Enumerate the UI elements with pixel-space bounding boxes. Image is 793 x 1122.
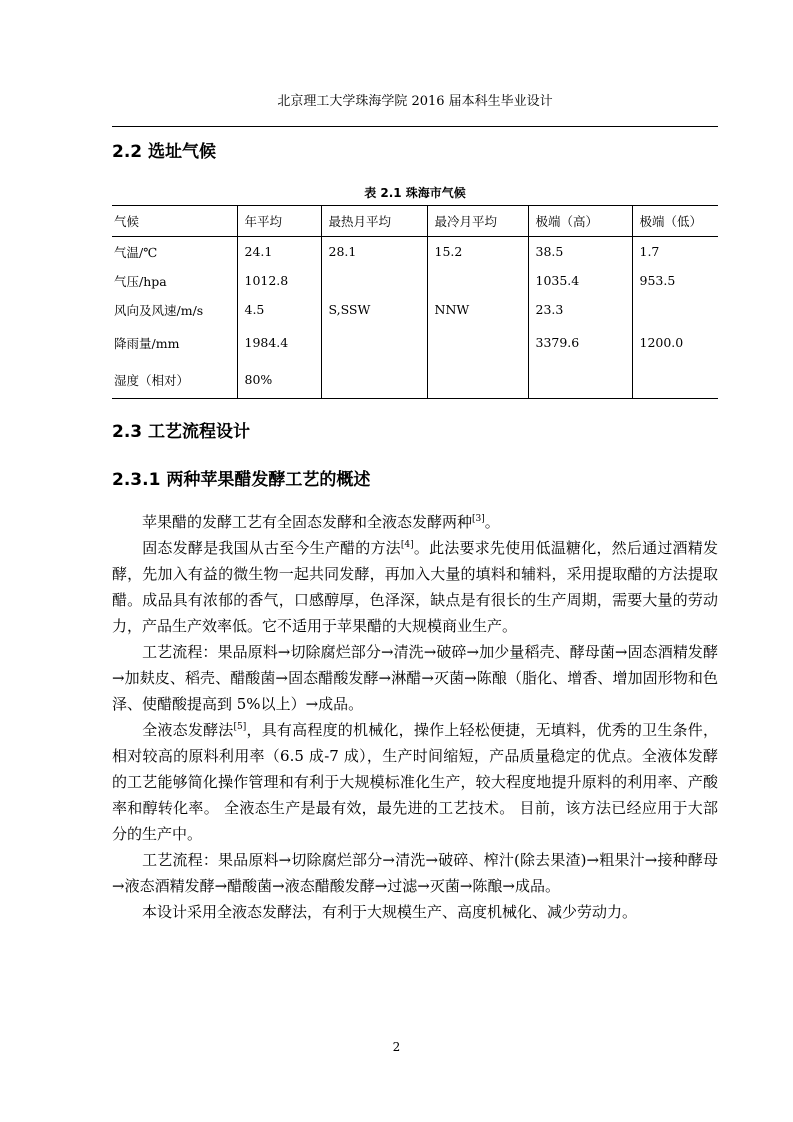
- table-header-row: [112, 206, 718, 237]
- table-cell: 湿度（相对）: [114, 372, 190, 388]
- paragraph-solid-process: [112, 639, 718, 717]
- citation-ref: [4]: [400, 540, 414, 550]
- paragraph-text: 。: [484, 513, 500, 531]
- table-cell: 1012.8: [237, 266, 321, 295]
- table-cell: 4.5: [237, 295, 321, 324]
- header-title: 北京理工大学珠海学院 2016 届本科生毕业设计: [277, 94, 553, 109]
- column-header: 最冷月平均: [427, 206, 528, 237]
- table-cell: [528, 361, 632, 399]
- table-row: [112, 237, 718, 267]
- table-row: [112, 324, 718, 361]
- table-cell: [427, 361, 528, 399]
- table-cell: 气温/℃: [114, 244, 158, 260]
- section-heading-2-3: 2.3 工艺流程设计: [112, 422, 251, 442]
- table-cell: 80%: [237, 361, 321, 399]
- paragraph-text: 工艺流程：果品原料→切除腐烂部分→清洗→破碎、榨汁(除去果渣)→粗果汁→接种酵母→液态酒精发酵→醋酸菌→液态醋酸发酵→过滤→灭菌→陈酿→成品。: [112, 851, 718, 895]
- citation-ref: [3]: [472, 514, 485, 524]
- column-header: 最热月平均: [321, 206, 427, 237]
- climate-table: [112, 205, 718, 399]
- table-cell: [321, 361, 427, 399]
- table-cell: 1035.4: [528, 266, 632, 295]
- paragraph-text: ，具有高程度的机械化，操作上轻松便捷，无填料，优秀的卫生条件，相对较高的原料利用率（6.5 成-7 成），生产时间缩短，产品质量稳定的优点。全液体发酵的工艺能够简化操作管理和有利于大规模标准化生产，较大程度地提升原料的利用率、产酸率和醇转化率。 全液态生产是最有效，最先进的工艺技术。 目前，该方法已经应用于大部分的生产中。: [112, 721, 718, 843]
- table-row: [112, 295, 718, 324]
- table-cell: 15.2: [427, 237, 528, 267]
- table-cell: 1.7: [632, 237, 718, 267]
- paragraph-conclusion: [112, 899, 718, 925]
- table-cell: 24.1: [237, 237, 321, 267]
- table-caption: 表 2.1 珠海市气候: [364, 186, 466, 200]
- paragraph-text: 本设计采用全液态发酵法，有利于大规模生产、高度机械化、减少劳动力。: [142, 903, 638, 921]
- table-cell: [632, 295, 718, 324]
- table-row: [112, 361, 718, 399]
- table-cell: 1200.0: [632, 324, 718, 361]
- paragraph-text: 苹果醋的发酵工艺有全固态发酵和全液态发酵两种: [142, 513, 473, 531]
- table-cell: [321, 324, 427, 361]
- table-cell: 气压/hpa: [114, 273, 167, 289]
- table-row: [112, 266, 718, 295]
- table-cell: 1984.4: [237, 324, 321, 361]
- paragraph-text: 固态发酵是我国从古至今生产醋的方法: [142, 539, 401, 557]
- column-header: 年平均: [237, 206, 321, 237]
- table-cell: 38.5: [528, 237, 632, 267]
- paragraph-text: 。此法要求先使用低温糖化，然后通过酒精发酵，先加入有益的微生物一起共同发酵，再加入大量的填料和辅料，采用提取醋的方法提取醋。成品具有浓郁的香气，口感醇厚，色泽深，缺点是有很长的生产周期，需要大量的劳动力，产品生产效率低。它不适用于苹果醋的大规模商业生产。: [112, 539, 718, 635]
- paragraph-intro: [112, 509, 718, 535]
- paragraph-text: 全液态发酵法: [142, 721, 234, 739]
- table-cell: 降雨量/mm: [114, 335, 180, 351]
- page-header: [112, 92, 718, 127]
- paragraph-text: 工艺流程：果品原料→切除腐烂部分→清洗→破碎→加少量稻壳、酵母菌→固态酒精发酵→加麸皮、稻壳、醋酸菌→固态醋酸发酵→淋醋→灭菌→陈酿（脂化、增香、增加固形物和色泽、使醋酸提高到 5%以上）→成品。: [112, 643, 718, 713]
- paragraph-liquid-process: [112, 847, 718, 899]
- table-cell: S,SSW: [321, 295, 427, 324]
- paragraph-liquid-fermentation: [112, 717, 718, 847]
- table-cell: [632, 361, 718, 399]
- section-heading-2-2: 2.2 选址气候: [112, 142, 217, 162]
- table-cell: [427, 266, 528, 295]
- citation-ref: [5]: [233, 722, 247, 732]
- table-cell: [427, 324, 528, 361]
- column-header: 极端（高）: [528, 206, 632, 237]
- table-cell: 风向及风速/m/s: [114, 302, 204, 318]
- table-cell: 23.3: [528, 295, 632, 324]
- table-cell: 28.1: [321, 237, 427, 267]
- table-cell: NNW: [427, 295, 528, 324]
- table-cell: [321, 266, 427, 295]
- page-number: 2: [392, 1040, 401, 1054]
- paragraph-solid-fermentation: [112, 535, 718, 639]
- column-header: 极端（低）: [632, 206, 718, 237]
- section-heading-2-3-1: 2.3.1 两种苹果醋发酵工艺的概述: [112, 470, 371, 490]
- table-cell: 3379.6: [528, 324, 632, 361]
- table-cell: 953.5: [632, 266, 718, 295]
- column-header: 气候: [112, 206, 237, 237]
